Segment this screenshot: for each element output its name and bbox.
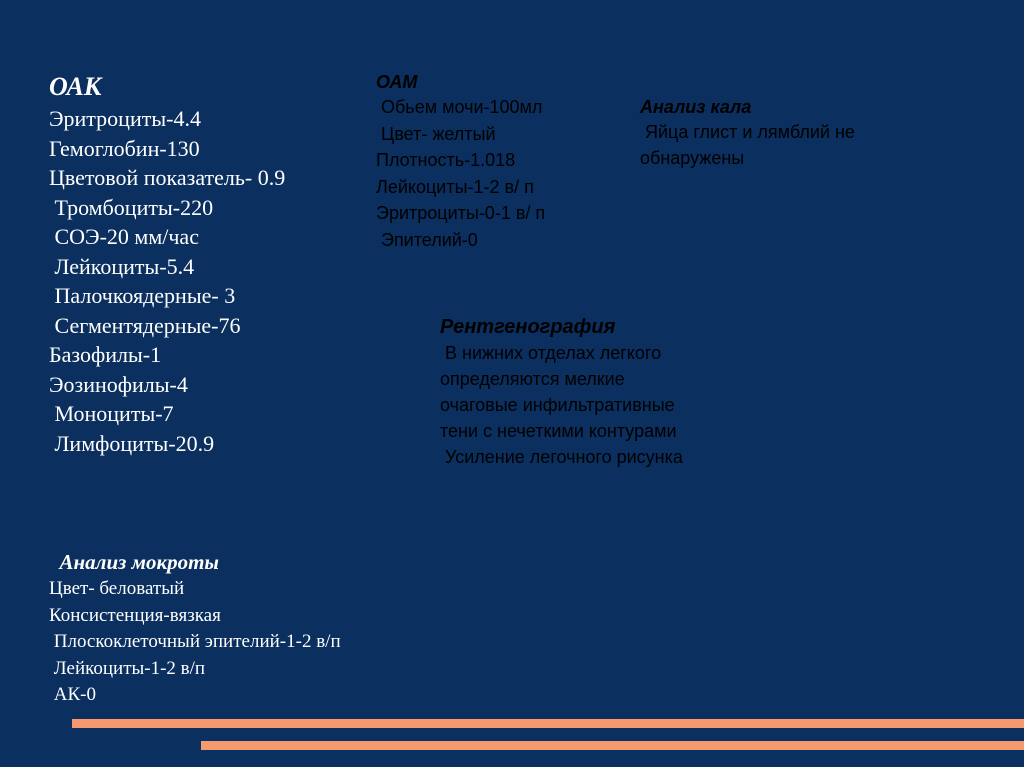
sputum-line: Консистенция-вязкая <box>49 604 221 626</box>
oak-line: СОЭ-20 мм/час <box>49 224 199 249</box>
oak-line: Сегментядерные-76 <box>49 312 241 338</box>
oak-section <box>49 70 369 458</box>
oak-line: Палочкоядерные- 3 <box>49 283 236 308</box>
sputum-title: Анализ мокроты <box>49 550 219 574</box>
sputum-line: Цвет- беловатый <box>49 578 185 599</box>
oam-line: Лейкоциты-1-2 в/ п <box>376 176 534 197</box>
sputum-section <box>49 548 469 709</box>
xray-line: тени с нечеткими контурами <box>440 421 677 441</box>
oak-line: Моноциты-7 <box>49 401 174 426</box>
oak-line: Эозинофилы-4 <box>49 371 188 397</box>
xray-section <box>440 314 800 470</box>
oak-line: Базофилы-1 <box>49 342 162 367</box>
oak-line: Лейкоциты-5.4 <box>49 253 195 279</box>
oam-line: Эпителий-0 <box>376 229 478 250</box>
oak-title: ОАК <box>49 72 102 101</box>
accent-bar-top <box>72 719 1024 728</box>
oam-line: Эритроциты-0-1 в/ п <box>376 203 546 223</box>
oam-section <box>376 70 626 253</box>
oak-line: Цветовой показатель- 0.9 <box>49 165 286 190</box>
xray-line: очаговые инфильтративные <box>440 395 675 415</box>
stool-line: обнаружены <box>640 148 745 168</box>
stool-section <box>640 95 960 171</box>
oak-line: Лимфоциты-20.9 <box>49 430 215 456</box>
oak-line: Тромбоциты-220 <box>49 194 214 220</box>
stool-line: Яйца глист и лямблий не <box>640 122 855 142</box>
xray-line: определяются мелкие <box>440 369 625 389</box>
xray-title: Рентгенография <box>440 316 616 338</box>
accent-bar-bottom <box>201 741 1024 750</box>
sputum-line: АК-0 <box>49 684 96 705</box>
oak-line: Гемоглобин-130 <box>49 135 200 161</box>
oam-line: Цвет- желтый <box>376 123 496 144</box>
oam-line: Плотность-1.018 <box>376 150 516 170</box>
xray-line: Усиление легочного рисунка <box>440 447 683 467</box>
oak-line: Эритроциты-4.4 <box>49 106 201 131</box>
oam-line: Обьем мочи-100мл <box>376 97 543 117</box>
sputum-line: Лейкоциты-1-2 в/п <box>49 657 206 679</box>
stool-title: Анализ кала <box>640 97 752 117</box>
oam-title: ОАМ <box>376 72 418 92</box>
xray-line: В нижних отделах легкого <box>440 343 662 363</box>
sputum-line: Плоскоклеточный эпителий-1-2 в/п <box>49 631 341 652</box>
